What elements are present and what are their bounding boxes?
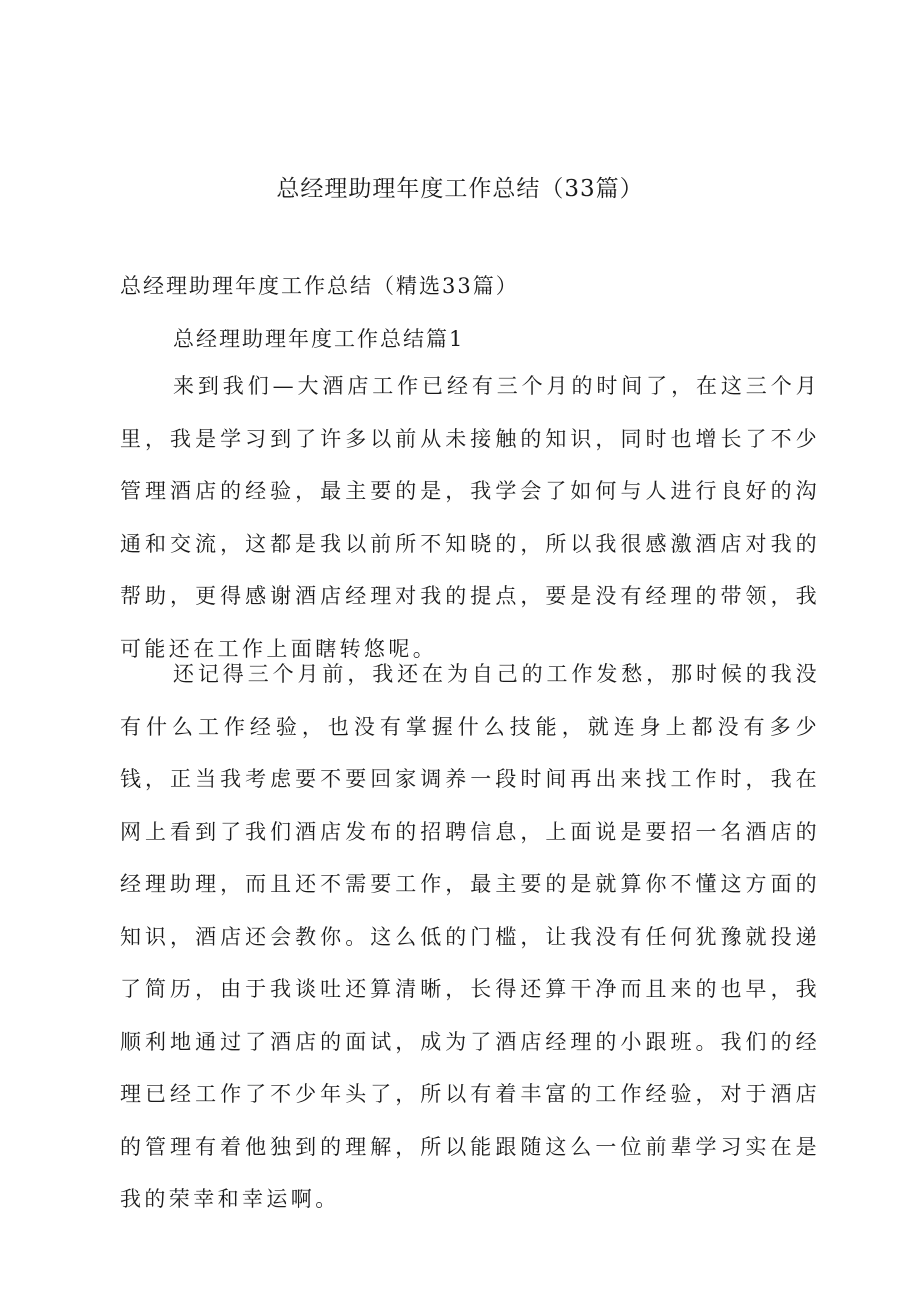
body-paragraph-1: 来到我们—大酒店工作已经有三个月的时间了，在这三个月里，我是学习到了许多以前从未接触的知识，同时也增长了不少管理酒店的经验，最主要的是，我学会了如何与人进行良好的沟通和交流，这都是我以前所不知晓的，所以我很感激酒店对我的帮助，更得感谢酒店经理对我的提点，要是没有经理的带领，我可能还在工作上面瞎转悠呢。 — [120, 374, 820, 661]
document-subtitle: 总经理助理年度工作总结（精选33篇） — [120, 274, 519, 298]
document-title: 总经理助理年度工作总结（33篇） — [276, 176, 644, 202]
section-heading: 总经理助理年度工作总结篇1 — [173, 327, 465, 351]
body-paragraph-2: 还记得三个月前，我还在为自己的工作发愁，那时候的我没有什么工作经验，也没有掌握什么技能，就连身上都没有多少钱，正当我考虑要不要回家调养一段时间再出来找工作时，我在网上看到了我们酒店发布的招聘信息，上面说是要招一名酒店的经理助理，而且还不需要工作，最主要的是就算你不懂这方面的知识，酒店还会教你。这么低的门槛，让我没有任何犹豫就投递了简历，由于我谈吐还算清晰，长得还算干净而且来的也早，我顺利地通过了酒店的面试，成为了酒店经理的小跟班。我们的经理已经工作了不少年头了，所以有着丰富的工作经验，对于酒店的管理有着他独到的理解，所以能跟随这么一位前辈学习实在是我的荣幸和幸运啊。 — [120, 662, 820, 1211]
